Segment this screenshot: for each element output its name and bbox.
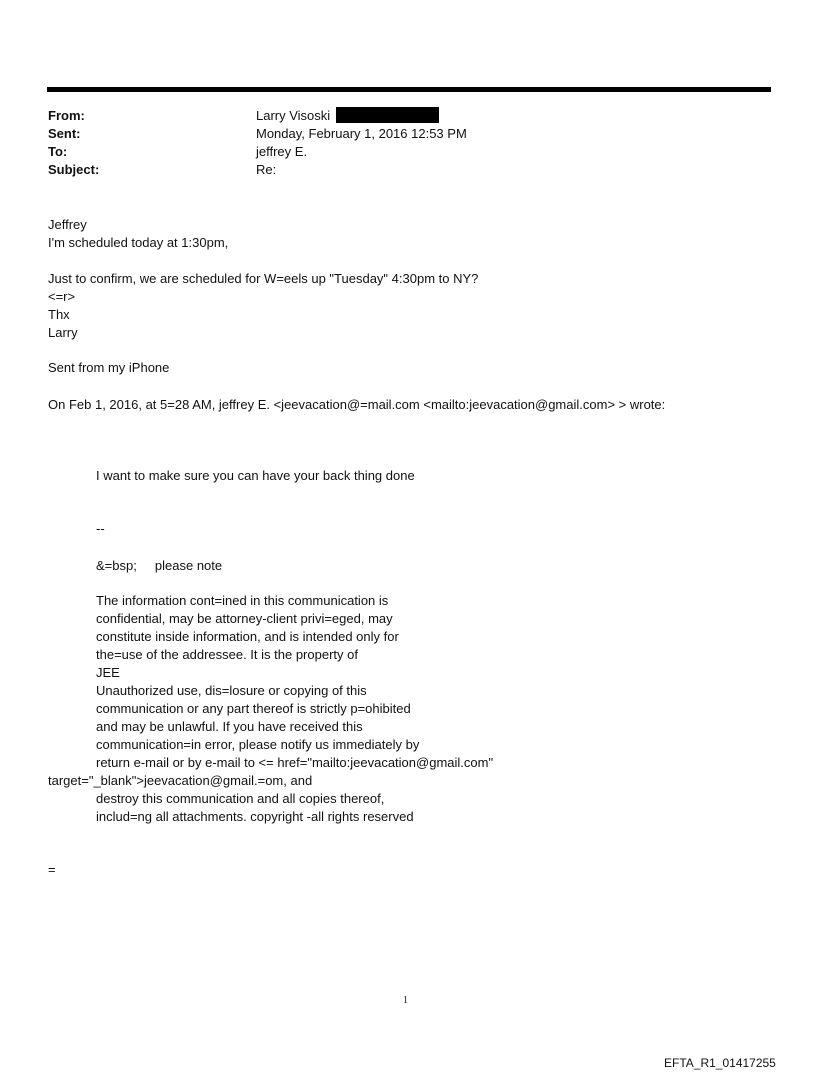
disclaimer-line: the=use of the addressee. It is the property of — [96, 647, 358, 662]
disclaimer-line: destroy this communication and all copies thereof, — [96, 791, 385, 806]
to-label: To: — [48, 144, 68, 159]
disclaimer-line: confidential, may be attorney-client privi=eged, may — [96, 611, 393, 626]
disclaimer-line: constitute inside information, and is intended only for — [96, 629, 399, 644]
disclaimer-line: The information cont=ined in this communication is — [96, 593, 389, 608]
disclaimer-line: Unauthorized use, dis=losure or copying of this — [96, 683, 367, 698]
sent-value: Monday, February 1, 2016 12:53 PM — [256, 126, 467, 141]
body-line: Larry — [48, 325, 78, 340]
page-number: 1 — [403, 995, 408, 1006]
subject-label: Subject: — [48, 162, 100, 177]
body-line: <=r> — [48, 289, 76, 304]
to-value: jeffrey E. — [256, 144, 308, 159]
disclaimer-line: communication=in error, please notify us immediately by — [96, 737, 420, 752]
trailing-equals: = — [48, 862, 56, 877]
disclaimer-line: JEE — [96, 665, 120, 680]
quoted-note: &=bsp; please note — [96, 558, 223, 573]
body-line: On Feb 1, 2016, at 5=28 AM, jeffrey E. <jeevacation@=mail.com <mailto:jeevacation@gmail.com> > wrote: — [48, 397, 666, 412]
quoted-line: I want to make sure you can have your back thing done — [96, 468, 415, 483]
disclaimer-line: return e-mail or by e-mail to <= href="mailto:jeevacation@gmail.com" — [96, 755, 494, 770]
quoted-separator: -- — [96, 521, 105, 536]
document-id: EFTA_R1_01417255 — [664, 1056, 776, 1070]
body-line: Jeffrey — [48, 217, 87, 232]
body-line: I'm scheduled today at 1:30pm, — [48, 235, 229, 250]
body-line: Sent from my iPhone — [48, 360, 170, 375]
disclaimer-line: communication or any part thereof is strictly p=ohibited — [96, 701, 411, 716]
body-line: Thx — [48, 307, 70, 322]
disclaimer-line: and may be unlawful. If you have received this — [96, 719, 363, 734]
from-value: Larry Visoski — [256, 108, 331, 123]
disclaimer-target-line: target="_blank">jeevacation@gmail.=om, and — [48, 773, 313, 788]
sent-label: Sent: — [48, 126, 81, 141]
disclaimer-line: includ=ng all attachments. copyright -all rights reserved — [96, 809, 414, 824]
from-label: From: — [48, 108, 85, 123]
header-rule — [47, 87, 771, 92]
redaction-box — [336, 107, 439, 123]
body-line: Just to confirm, we are scheduled for W=eels up "Tuesday" 4:30pm to NY? — [48, 271, 479, 286]
subject-value: Re: — [256, 162, 277, 177]
